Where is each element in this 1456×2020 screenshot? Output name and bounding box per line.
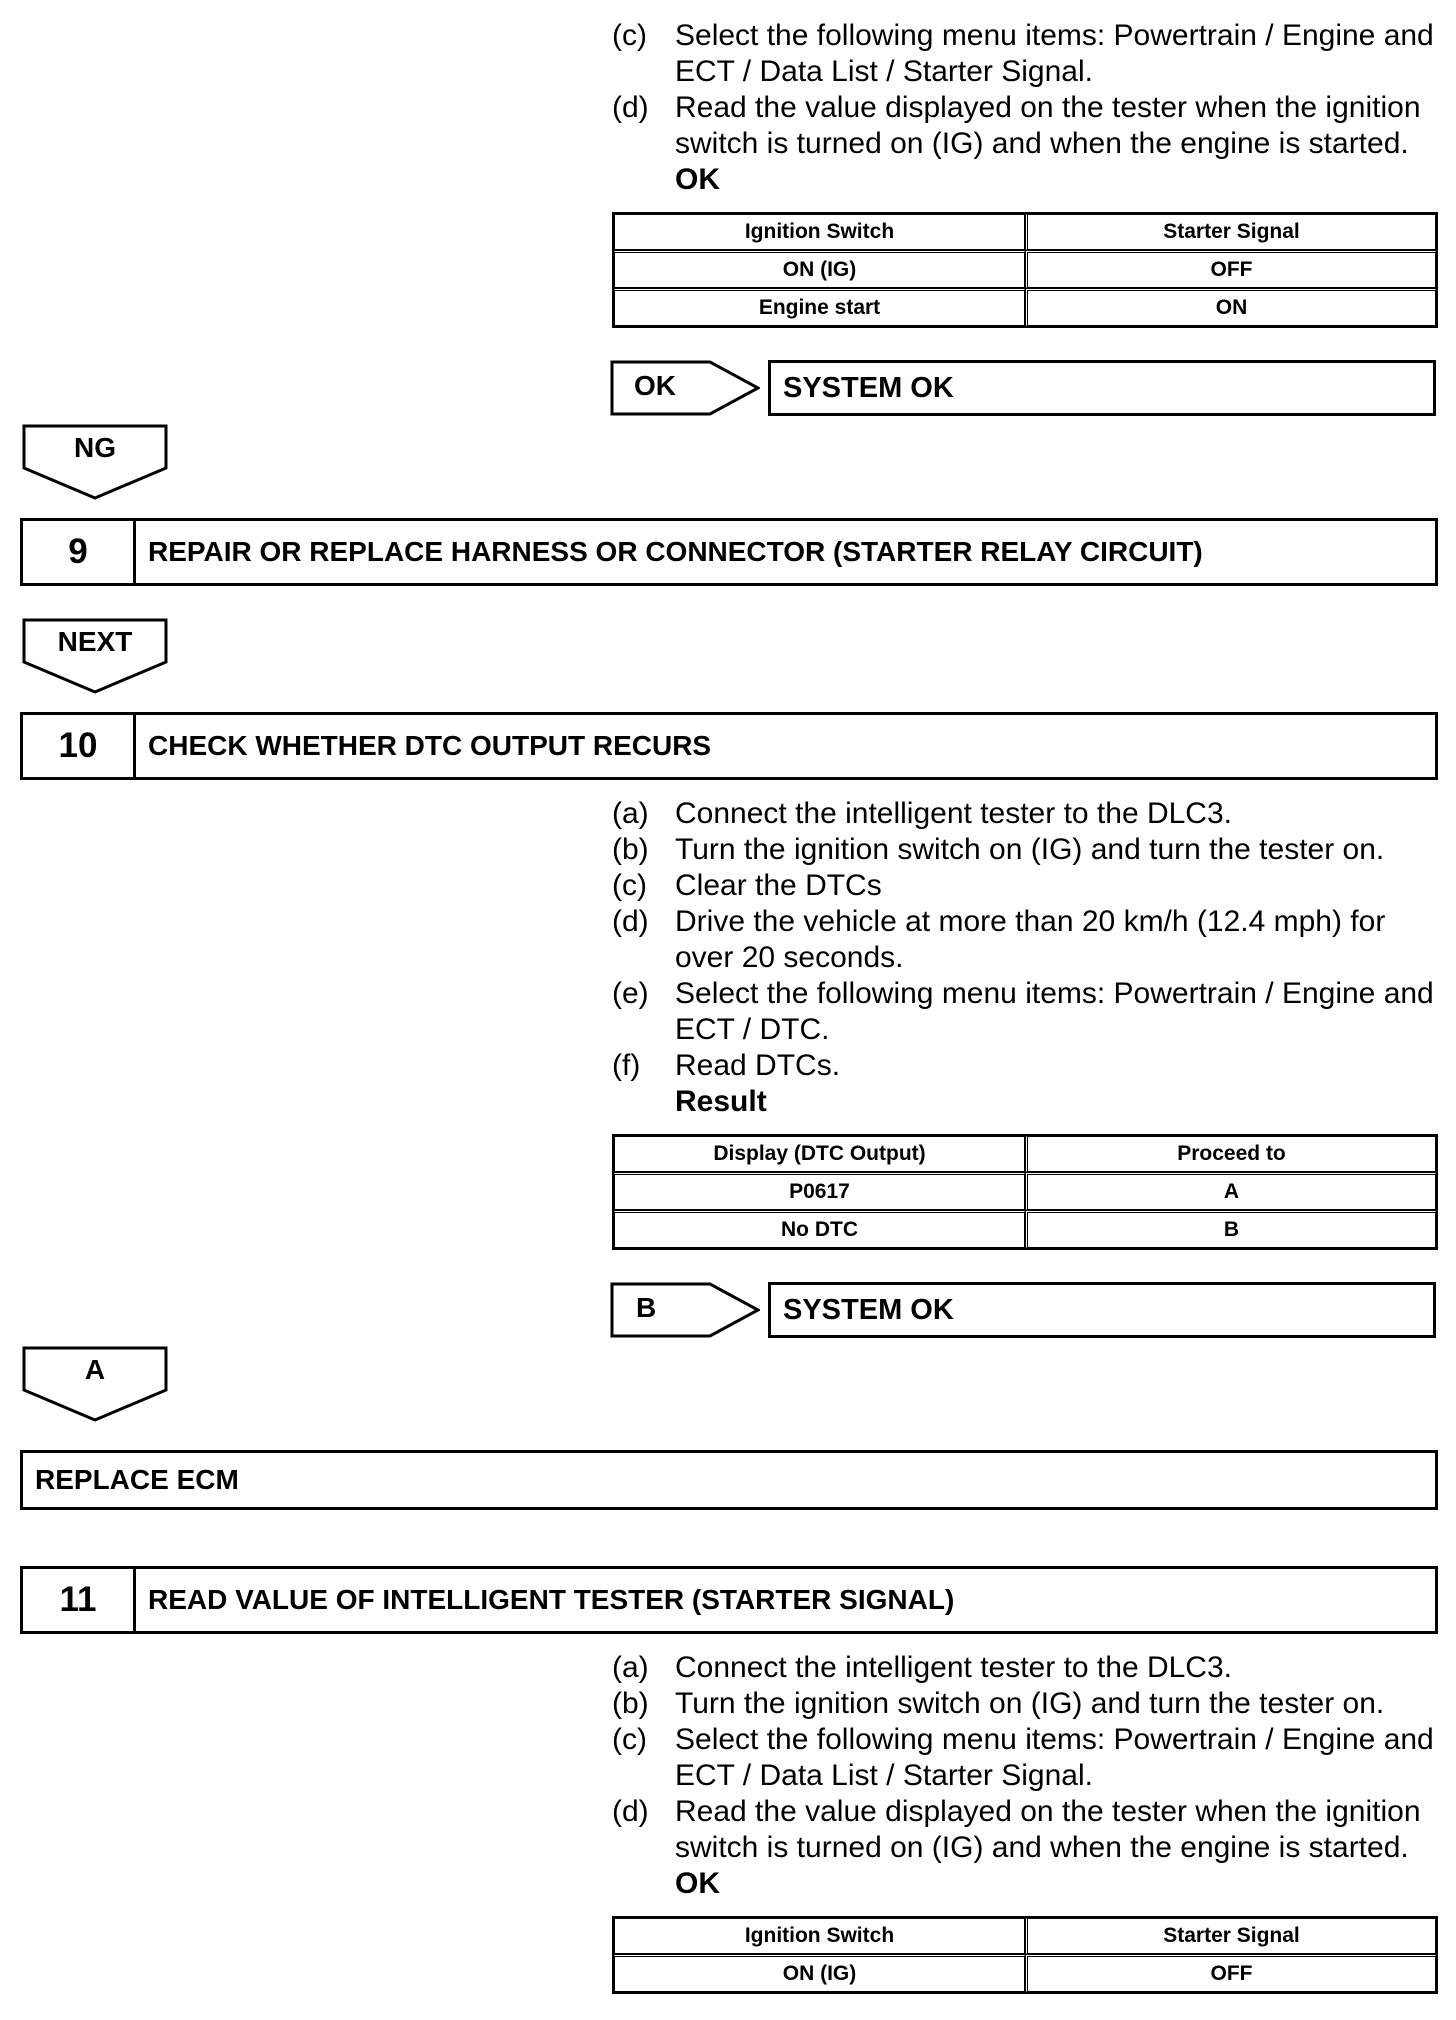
table-cell: ON (IG) xyxy=(614,250,1025,288)
table-row xyxy=(614,1172,1436,1210)
table-header-cell: Proceed to xyxy=(1025,1136,1436,1172)
starter-signal-table xyxy=(612,212,1438,328)
table-cell: A xyxy=(1025,1172,1436,1210)
step-item: (c) Clear the DTCs xyxy=(612,869,882,902)
step-10-header xyxy=(20,712,1438,780)
table-cell: P0617 xyxy=(614,1172,1025,1210)
table-cell: B xyxy=(1025,1210,1436,1248)
next-down-arrow: NEXT xyxy=(22,618,168,694)
dtc-result-table xyxy=(612,1134,1438,1250)
table-cell: OFF xyxy=(1025,250,1436,288)
step-10-steps xyxy=(612,796,1448,1120)
b-branch-arrow: B xyxy=(610,1282,760,1338)
right-arrow-icon xyxy=(610,360,760,416)
table-row xyxy=(614,1954,1436,1992)
step-number: 9 xyxy=(23,521,136,583)
table-header-cell: Ignition Switch xyxy=(614,214,1025,250)
step-item: (f) Read DTCs. xyxy=(612,1049,841,1082)
table-header-row xyxy=(614,1136,1436,1172)
step-11-header xyxy=(20,1566,1438,1634)
step-item: (a) Connect the intelligent tester to the DLC3. xyxy=(612,1651,1232,1684)
system-ok-box: SYSTEM OK xyxy=(768,360,1436,416)
table-header-cell: Ignition Switch xyxy=(614,1918,1025,1954)
step-title: CHECK WHETHER DTC OUTPUT RECURS xyxy=(148,730,712,761)
ng-down-arrow: NG xyxy=(22,424,168,500)
table-caption: OK xyxy=(675,1867,720,1900)
step-item: (d) Drive the vehicle at more than 20 km/h (12.4 mph) for over 20 seconds. xyxy=(612,905,1386,974)
step-number: 10 xyxy=(23,715,136,777)
right-arrow-icon xyxy=(610,1282,760,1338)
table-caption: Result xyxy=(675,1085,767,1118)
step-title: REPAIR OR REPLACE HARNESS OR CONNECTOR (STARTER RELAY CIRCUIT) xyxy=(148,536,1203,567)
a-down-arrow: A xyxy=(22,1346,168,1422)
step-item: (e) Select the following menu items: Powertrain / Engine and ECT / DTC. xyxy=(612,977,1434,1046)
table-header-row xyxy=(614,214,1436,250)
starter-signal-table-2 xyxy=(612,1916,1438,1994)
step-item: (d) Read the value displayed on the tester when the ignition switch is turned on (IG) and when the engine is started. xyxy=(612,91,1421,160)
table-cell: OFF xyxy=(1025,1954,1436,1992)
step-item: (a) Connect the intelligent tester to the DLC3. xyxy=(612,797,1232,830)
top-steps xyxy=(612,18,1448,198)
table-caption: OK xyxy=(675,163,720,196)
table-cell: Engine start xyxy=(614,288,1025,326)
table-row xyxy=(614,250,1436,288)
table-row xyxy=(614,288,1436,326)
step-9-header xyxy=(20,518,1438,586)
table-header-cell: Display (DTC Output) xyxy=(614,1136,1025,1172)
step-item: (b) Turn the ignition switch on (IG) and turn the tester on. xyxy=(612,1687,1385,1720)
table-header-cell: Starter Signal xyxy=(1025,214,1436,250)
step-item: (b) Turn the ignition switch on (IG) and turn the tester on. xyxy=(612,833,1385,866)
table-header-row xyxy=(614,1918,1436,1954)
system-ok-box: SYSTEM OK xyxy=(768,1282,1436,1338)
replace-ecm-box: REPLACE ECM xyxy=(20,1450,1438,1510)
table-cell: ON (IG) xyxy=(614,1954,1025,1992)
ok-branch-arrow: OK xyxy=(610,360,760,416)
step-item: (c) Select the following menu items: Powertrain / Engine and ECT / Data List / Starter Signal. xyxy=(612,1723,1434,1792)
table-cell: ON xyxy=(1025,288,1436,326)
step-item: (d) Read the value displayed on the tester when the ignition switch is turned on (IG) and when the engine is started. xyxy=(612,1795,1421,1864)
table-cell: No DTC xyxy=(614,1210,1025,1248)
table-header-cell: Starter Signal xyxy=(1025,1918,1436,1954)
table-row xyxy=(614,1210,1436,1248)
step-11-steps xyxy=(612,1650,1448,1902)
step-number: 11 xyxy=(23,1569,136,1631)
step-title: READ VALUE OF INTELLIGENT TESTER (STARTER SIGNAL) xyxy=(148,1584,955,1615)
step-item: (c) Select the following menu items: Powertrain / Engine and ECT / Data List / Starter Signal. xyxy=(612,19,1434,88)
